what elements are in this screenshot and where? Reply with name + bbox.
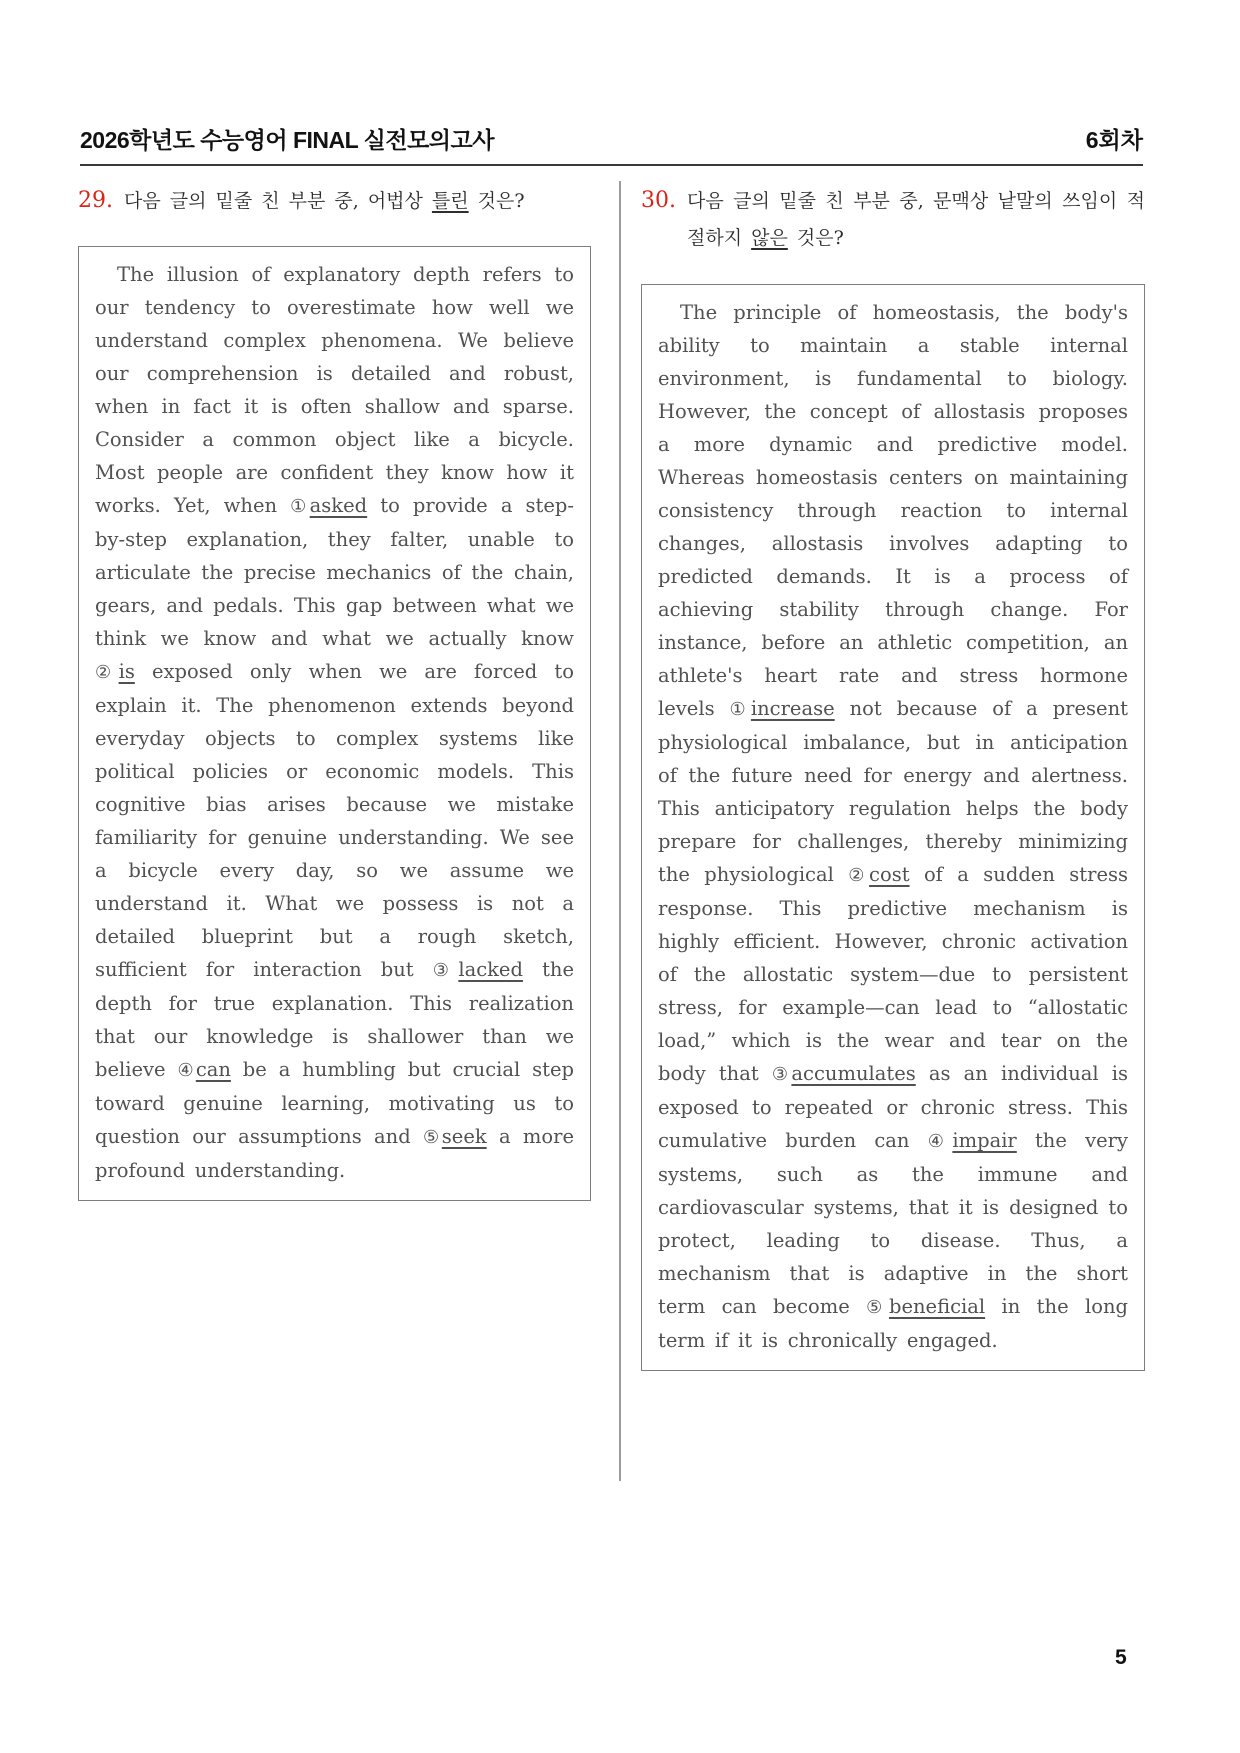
choice-number: ③ (771, 1064, 792, 1085)
question-29-passage-box (78, 246, 591, 1201)
question-30-prompt: 다음 글의 밑줄 친 부분 중, 문맥상 낱말의 쓰임이 적절하지 않은 것은? (687, 190, 1145, 249)
page-number: 5 (1115, 1646, 1127, 1669)
underlined-word: beneficial (888, 1295, 986, 1318)
exam-title: 2026학년도 수능영어 FINAL 실전모의고사 (80, 127, 494, 153)
underlined-word: can (195, 1058, 231, 1081)
choice-number: ① (290, 496, 310, 517)
question-30-header (641, 183, 1145, 257)
underlined-word: cost (869, 863, 910, 886)
underlined-word: seek (441, 1125, 487, 1148)
choice-number: ① (729, 699, 751, 720)
underlined-word: increase (750, 697, 835, 720)
question-30-passage-text: The principle of homeostasis, the body's ability to maintain a stable internal environment, is fundamental to biology. However, the concept of allostasis proposes a more dynamic and predictive model. Whereas homeostasis centers on maintaining consistency through reaction to internal changes, allostasis involves adapting to predicted demands. It is a process of achieving stability through change. For instance, before an athletic competition, an athlete's heart rate and stress hormone levels ①increase not because of a present physiological imbalance, but in anticipation of the future need for energy and alertness. This anticipatory regulation helps the body prepare for challenges, thereby minimizing the physiological ②cost of a sudden stress response. This predictive mechanism is highly efficient. However, chronic activation of the allostatic system—due to persistent stress, for example—can lead to “allostatic load,” which is the wear and tear on the body that ③accumulates as an individual is exposed to repeated or chronic stress. This cumulative burden can ④impair the very systems, such as the immune and cardiovascular systems, that it is designed to protect, leading to disease. Thus, a mechanism that is adaptive in the short term can become ⑤beneficial in the long term if it is chronically engaged. (658, 301, 1129, 1352)
choice-number: ② (848, 865, 870, 886)
underlined-word: lacked (458, 958, 523, 981)
choice-number: ⑤ (866, 1297, 889, 1318)
underlined-word: 않은 (751, 227, 788, 249)
underlined-word: impair (952, 1129, 1017, 1152)
choice-number: ② (95, 662, 119, 683)
underlined-word: is (118, 660, 135, 683)
choice-number: ④ (927, 1131, 953, 1152)
question-29-passage-text: The illusion of explanatory depth refers to our tendency to overestimate how well we understand complex phenomena. We believe our comprehension is detailed and robust, when in fact it is often shallow and sparse. Consider a common object like a bicycle. Most people are confident they know how it works. Yet, when ①asked to provide a step-by-step explanation, they falter, unable to articulate the precise mechanics of the chain, gears, and pedals. This gap between what we think we know and what we actually know ②is exposed only when we are forced to explain it. The phenomenon extends beyond everyday objects to complex systems like political policies or economic models. This cognitive bias arises because we mistake familiarity for genuine understanding. We see a bicycle every day, so we assume we understand it. What we possess is not a detailed blueprint but a rough sketch, sufficient for interaction but ③lacked the depth for true explanation. This realization that our knowledge is shallower than we believe ④can be a humbling but crucial step toward genuine learning, motivating us to question our assumptions and ⑤seek a more profound understanding. (95, 263, 575, 1182)
header-divider-line (80, 164, 1143, 166)
question-30-number: 30. (641, 188, 676, 213)
question-29-header (78, 183, 591, 220)
choice-number: ③ (432, 960, 459, 981)
question-30-passage-box (641, 284, 1145, 1371)
underlined-word: 틀린 (431, 190, 469, 212)
column-divider-line (619, 181, 621, 1481)
underlined-word: accumulates (791, 1062, 916, 1085)
choice-number: ④ (177, 1060, 196, 1081)
question-30-block (641, 183, 1145, 1371)
choice-number: ⑤ (423, 1127, 442, 1148)
round-label: 6회차 (1085, 127, 1143, 153)
question-29-number: 29. (78, 188, 113, 213)
question-29-block (78, 183, 591, 1201)
underlined-word: asked (309, 494, 368, 517)
question-29-prompt: 다음 글의 밑줄 친 부분 중, 어법상 틀린 것은? (124, 190, 525, 212)
